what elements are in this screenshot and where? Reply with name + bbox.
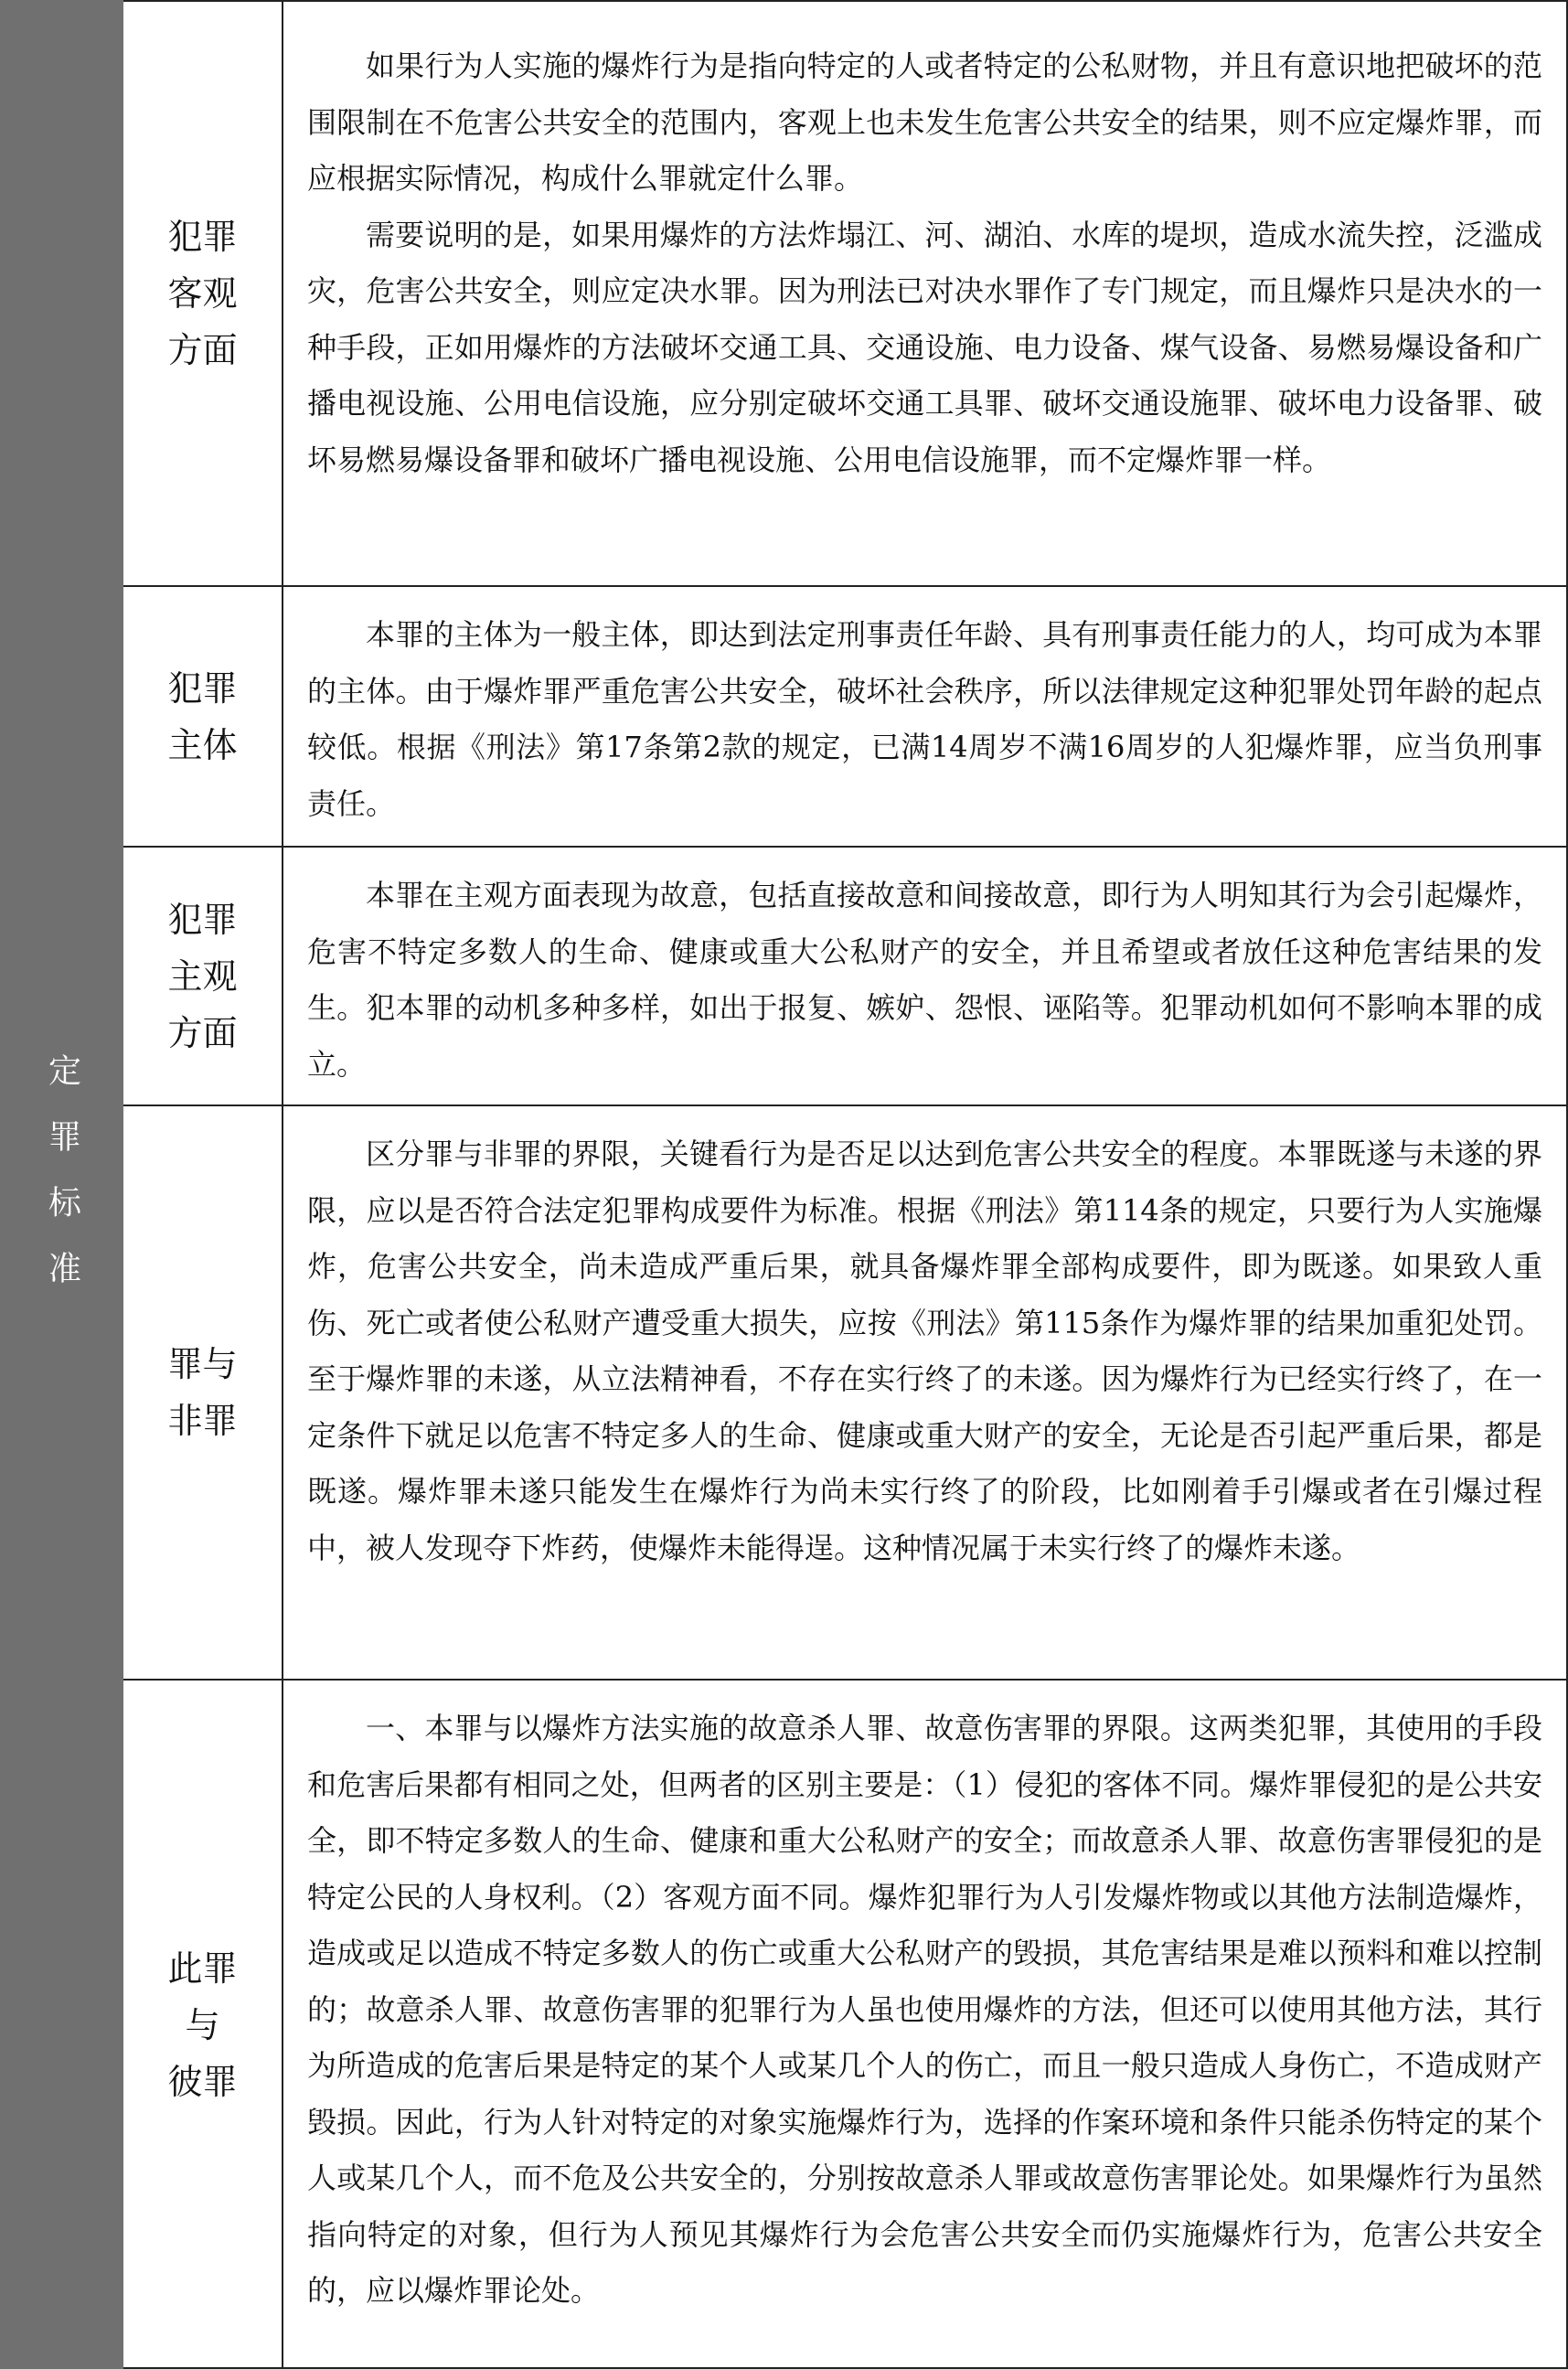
category-label: 罪与 非罪	[167, 1344, 238, 1441]
paragraph: 本罪在主观方面表现为故意，包括直接故意和间接故意，即行为人明知其行为会引起爆炸，危害不特定多数人的生命、健康或重大公私财产的安全，并且希望或者放任这种危害结果的发生。犯本罪的动机多种多样，如出于报复、嫉妒、怨恨、诬陷等。犯罪动机如何不影响本罪的成立。	[307, 878, 1542, 1082]
table-row	[123, 2, 1566, 587]
row-content	[283, 848, 1566, 1104]
paragraph: 区分罪与非罪的界限，关键看行为是否足以达到危害公共安全的程度。本罪既遂与未遂的界限，应以是否符合法定犯罪构成要件为标准。根据《刑法》第114条的规定，只要行为人实施爆炸，危害公共安全，尚未造成严重后果，就具备爆炸罪全部构成要件，即为既遂。如果致人重伤、死亡或者使公私财产遭受重大损失，应按《刑法》第115条作为爆炸罪的结果加重犯处罚。至于爆炸罪的未遂，从立法精神看，不存在实行终了的未遂。因为爆炸行为已经实行终了，在一定条件下就足以危害不特定多人的生命、健康或重大财产的安全，无论是否引起严重后果，都是既遂。爆炸罪未遂只能发生在爆炸行为尚未实行终了的阶段，比如刚着手引爆或者在引爆过程中，被人发现夺下炸药，使爆炸未能得逞。这种情况属于未实行终了的爆炸未遂。	[307, 1136, 1542, 1565]
sidebar-label: 定罪标准	[43, 1052, 81, 1317]
table-row	[123, 848, 1566, 1106]
table-row	[123, 587, 1566, 848]
row-content	[283, 1681, 1566, 2369]
table-row	[123, 1106, 1566, 1681]
paragraph: 如果行为人实施的爆炸行为是指向特定的人或者特定的公私财物，并且有意识地把破坏的范围限制在不危害公共安全的范围内，客观上也未发生危害公共安全的结果，则不应定爆炸罪，而应根据实际情况，构成什么罪就定什么罪。	[307, 48, 1542, 196]
category-label: 犯罪 主观 方面	[167, 899, 238, 1053]
table-body	[123, 0, 1568, 2369]
row-content	[283, 587, 1566, 846]
row-content	[283, 1106, 1566, 1679]
row-category	[123, 1106, 283, 1679]
row-category	[123, 2, 283, 585]
row-category	[123, 587, 283, 846]
table-row	[123, 1681, 1566, 2369]
category-label: 此罪 与 彼罪	[167, 1947, 238, 2102]
row-category	[123, 1681, 283, 2369]
paragraph: 本罪的主体为一般主体，即达到法定刑事责任年龄、具有刑事责任能力的人，均可成为本罪的主体。由于爆炸罪严重危害公共安全，破坏社会秩序，所以法律规定这种犯罪处罚年龄的起点较低。根据《刑法》第17条第2款的规定，已满14周岁不满16周岁的人犯爆炸罪，应当负刑事责任。	[307, 617, 1542, 821]
category-label: 犯罪 主体	[167, 667, 238, 765]
paragraph: 一、本罪与以爆炸方法实施的故意杀人罪、故意伤害罪的界限。这两类犯罪，其使用的手段和危害后果都有相同之处，但两者的区别主要是：（1）侵犯的客体不同。爆炸罪侵犯的是公共安全，即不特定多数人的生命、健康和重大公私财产的安全；而故意杀人罪、故意伤害罪侵犯的是特定公民的人身权利。（2）客观方面不同。爆炸犯罪行为人引发爆炸物或以其他方法制造爆炸，造成或足以造成不特定多数人的伤亡或重大公私财产的毁损，其危害结果是难以预料和难以控制的；故意杀人罪、故意伤害罪的犯罪行为人虽也使用爆炸的方法，但还可以使用其他方法，其行为所造成的危害后果是特定的某个人或某几个人的伤亡，而且一般只造成人身伤亡，不造成财产毁损。因此，行为人针对特定的对象实施爆炸行为，选择的作案环境和条件只能杀伤特定的某个人或某几个人，而不危及公共安全的，分别按故意杀人罪或故意伤害罪论处。如果爆炸行为虽然指向特定的对象，但行为人预见其爆炸行为会危害公共安全而仍实施爆炸行为，危害公共安全的，应以爆炸罪论处。	[307, 1711, 1542, 2308]
paragraph: 需要说明的是，如果用爆炸的方法炸塌江、河、湖泊、水库的堤坝，造成水流失控，泛滥成灾，危害公共安全，则应定决水罪。因为刑法已对决水罪作了专门规定，而且爆炸只是决水的一种手段，正如用爆炸的方法破坏交通工具、交通设施、电力设备、煤气设备、易燃易爆设备和广播电视设施、公用电信设施，应分别定破坏交通工具罪、破坏交通设施罪、破坏电力设备罪、破坏易燃易爆设备罪和破坏广播电视设施、公用电信设施罪，而不定爆炸罪一样。	[307, 217, 1542, 477]
row-content	[283, 2, 1566, 585]
row-category	[123, 848, 283, 1104]
sidebar-column	[0, 0, 123, 2369]
category-label: 犯罪 客观 方面	[167, 217, 238, 370]
